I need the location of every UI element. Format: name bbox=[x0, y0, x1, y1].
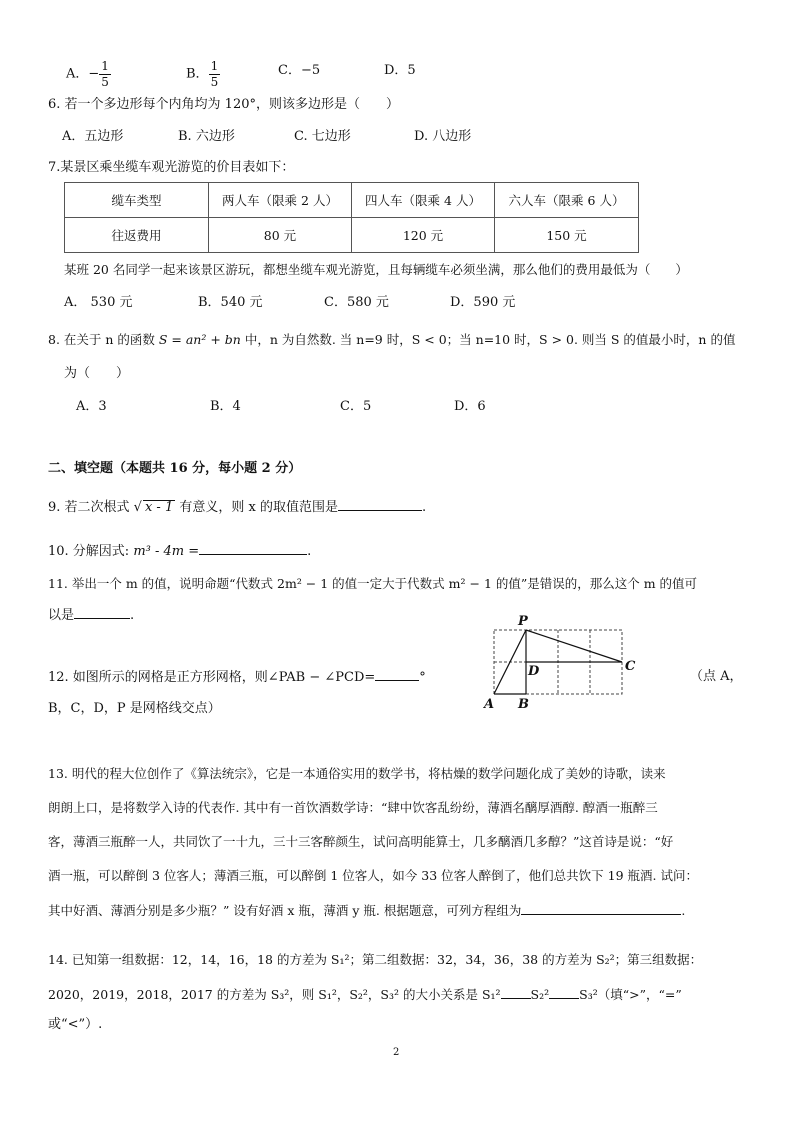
q6-option-c: C. 七边形 bbox=[294, 129, 351, 144]
segment-pc bbox=[526, 630, 622, 662]
price-table bbox=[64, 182, 639, 253]
q10: 10. 分解因式: m³ - 4m = . bbox=[48, 544, 312, 559]
q7-option-d: D．590 元 bbox=[450, 295, 516, 310]
q13-line: 客，薄酒三瓶醉一人，共同饮了一十九，三十三客醉颜生，试问高明能算士，几多醨酒几多醇？”这首诗是说：“好 bbox=[48, 834, 674, 849]
q8-option-c: C．5 bbox=[340, 399, 372, 414]
section-title: 二、填空题（本题共 16 分，每小题 2 分） bbox=[48, 461, 302, 476]
q5-option-d: D．5 bbox=[384, 63, 416, 78]
q8-option-d: D．6 bbox=[454, 399, 486, 414]
label-c: C bbox=[625, 659, 636, 674]
q6-option-a: A．五边形 bbox=[62, 129, 124, 144]
label-a: A bbox=[484, 697, 495, 712]
q12-note: （点 A， bbox=[690, 669, 743, 684]
table-cell: 150 元 bbox=[495, 218, 639, 253]
page-number: 2 bbox=[393, 1047, 400, 1058]
q14-line3: 或“<”）. bbox=[48, 1017, 103, 1032]
q13-last-line: 其中好酒、薄酒分别是多少瓶？” 设有好酒 x 瓶，薄酒 y 瓶. 根据题意，可列方程组为 . bbox=[48, 903, 686, 918]
answer-blank[interactable] bbox=[521, 904, 681, 915]
grid-figure bbox=[480, 612, 640, 712]
q6-stem: 6. 若一个多边形每个内角均为 120°，则该多边形是（ ） bbox=[48, 97, 399, 112]
table-cell: 两人车（限乘 2 人） bbox=[209, 183, 352, 218]
fraction: $\frac{1}{5}$ bbox=[210, 59, 219, 89]
q13-line: 酒一瓶，可以醉倒 3 位客人；薄酒三瓶，可以醉倒 1 位客人，如今 33 位客人醉倒了，他们总共饮下 19 瓶酒. 试问： bbox=[48, 868, 698, 883]
answer-blank[interactable] bbox=[74, 608, 130, 619]
answer-blank[interactable] bbox=[199, 544, 307, 555]
fraction: $\frac{1}{5}$ bbox=[101, 59, 109, 89]
label-p: P bbox=[518, 614, 528, 629]
q12-line1: 12. 如图所示的网格是正方形网格，则∠PAB − ∠PCD= ° bbox=[48, 670, 426, 685]
q14-line1: 14. 已知第一组数据：12，14，16，18 的方差为 S₁²；第二组数据：32，34，36，38 的方差为 S₂²；第三组数据： bbox=[48, 952, 703, 967]
answer-blank[interactable] bbox=[549, 988, 579, 999]
q7-option-c: C．580 元 bbox=[324, 295, 389, 310]
q13-line: 朗朗上口，是将数学入诗的代表作. 其中有一首饮酒数学诗：“肆中饮客乱纷纷，薄酒名醨厚酒醇. 醇酒一瓶醉三 bbox=[48, 800, 658, 815]
figure-lines bbox=[494, 630, 622, 694]
q8-line1: 8. 在关于 n 的函数 S = an² + bn 中，n 为自然数. 当 n=9 时，S < 0；当 n=10 时，S > 0. 则当 S 的值最小时，n 的值 bbox=[48, 332, 736, 347]
answer-blank[interactable] bbox=[338, 500, 422, 511]
sqrt-symbol: √ bbox=[133, 500, 142, 515]
table-cell: 六人车（限乘 6 人） bbox=[495, 183, 639, 218]
answer-blank[interactable] bbox=[375, 670, 419, 681]
table-cell: 四人车（限乘 4 人） bbox=[352, 183, 495, 218]
table-cell: 80 元 bbox=[209, 218, 352, 253]
q9-radicand: x - 1 bbox=[144, 500, 174, 515]
table-cell: 往返费用 bbox=[65, 218, 209, 253]
table-header-row bbox=[65, 183, 639, 218]
q8-line2: 为（ ） bbox=[64, 366, 130, 381]
label-d: D bbox=[528, 664, 540, 679]
q12-line2: B，C，D，P 是网格线交点） bbox=[48, 701, 221, 716]
q13-line: 13. 明代的程大位创作了《算法统宗》，它是一本通俗实用的数学书，将枯燥的数学问题化成了美妙的诗歌，读来 bbox=[48, 766, 666, 781]
q6-option-b: B. 六边形 bbox=[178, 129, 235, 144]
answer-blank[interactable] bbox=[501, 988, 531, 999]
q8-option-a: A．3 bbox=[76, 399, 107, 414]
table-cell: 120 元 bbox=[352, 218, 495, 253]
table-cell: 缆车类型 bbox=[65, 183, 209, 218]
q11-line2: 以是 . bbox=[48, 608, 135, 623]
q5-option-c: C．−5 bbox=[278, 63, 321, 78]
q14-line2: 2020，2019，2018，2017 的方差为 S₃²，则 S₁²，S₂²，S₃² 的大小关系是 S₁² S₂² S₃²（填“>”，“=” bbox=[48, 987, 682, 1002]
q11-line1: 11. 举出一个 m 的值，说明命题“代数式 2m² − 1 的值一定大于代数式 m² − 1 的值”是错误的，那么这个 m 的值可 bbox=[48, 576, 698, 591]
label-b: B bbox=[518, 697, 529, 712]
q6-option-d: D. 八边形 bbox=[414, 129, 472, 144]
q7-option-b: B．540 元 bbox=[198, 295, 263, 310]
q7-option-a: A． 530 元 bbox=[64, 295, 133, 310]
q7-stem: 7.某景区乘坐缆车观光游览的价目表如下： bbox=[48, 160, 295, 175]
q9: 9. 若二次根式 √ x - 1 有意义，则 x 的取值范围是 . bbox=[48, 500, 427, 515]
q5-option-b: B． $\frac{1}{5}$ bbox=[186, 59, 219, 89]
table-row bbox=[65, 218, 639, 253]
q5-option-a: A．− $\frac{1}{5}$ bbox=[66, 59, 109, 89]
q7-question: 某班 20 名同学一起来该景区游玩，都想坐缆车观光游览，且每辆缆车必须坐满，那么他们的费用最低为（ ） bbox=[64, 262, 688, 277]
q8-formula: S = an² + bn bbox=[158, 332, 241, 347]
q8-option-b: B．4 bbox=[210, 399, 241, 414]
